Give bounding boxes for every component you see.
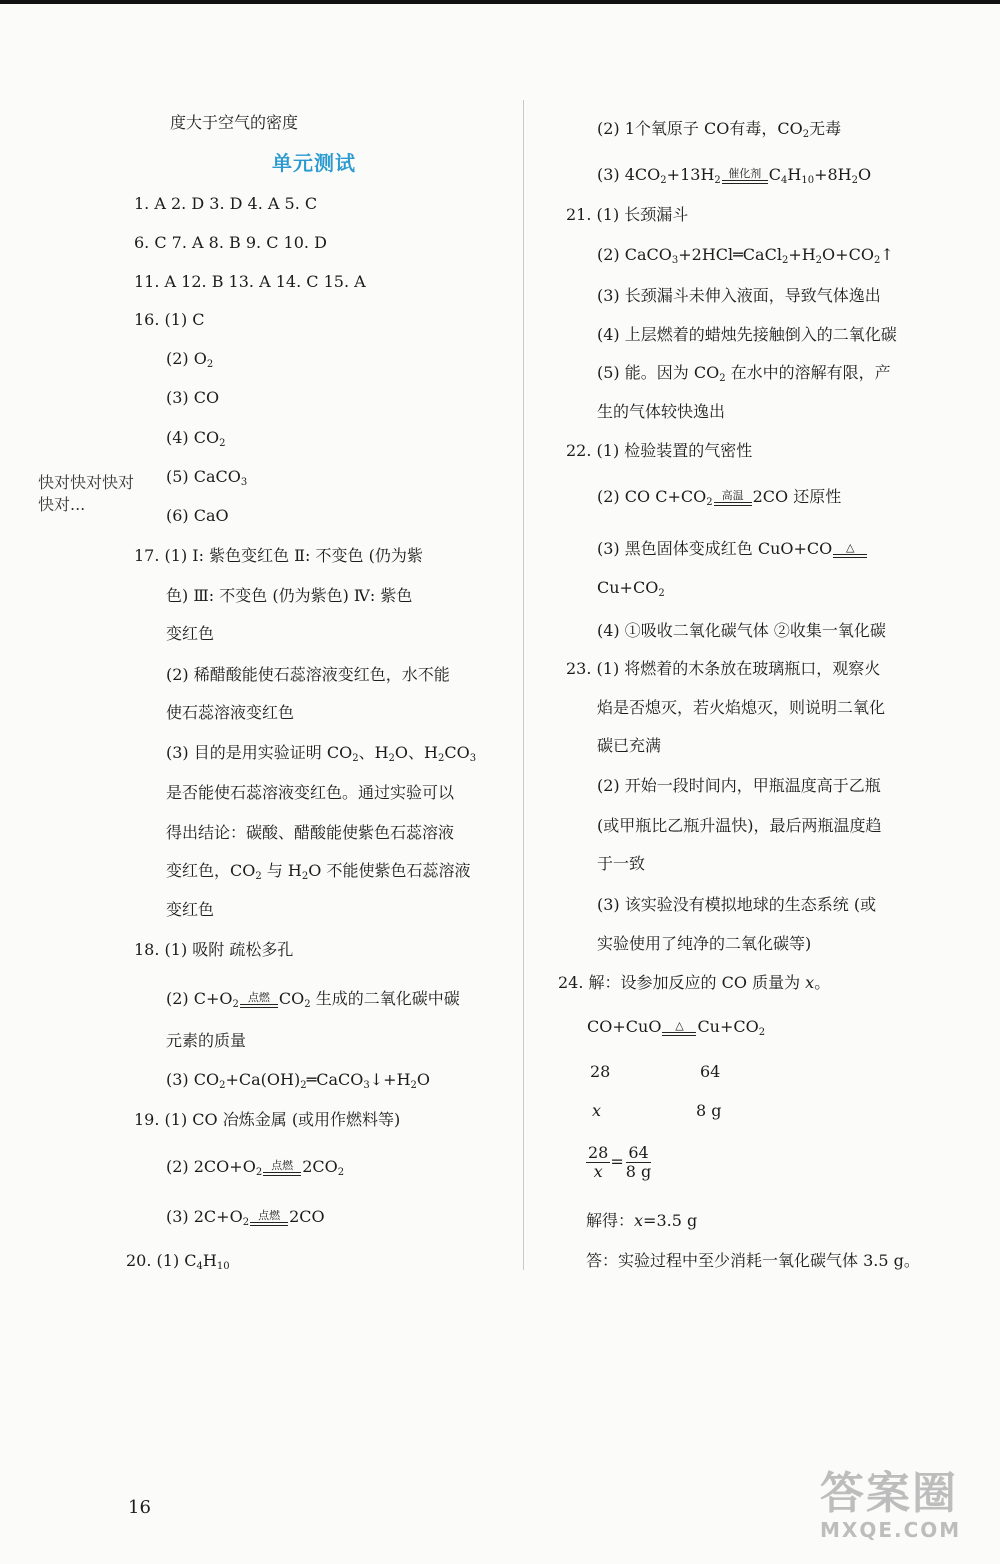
q21-3: (3) 长颈漏斗未伸入液面，导致气体逸出: [597, 286, 881, 305]
intro-line: 度大于空气的密度: [170, 113, 299, 132]
q24-molar-mass-co: 28: [590, 1062, 611, 1081]
q23-3b: 实验使用了纯净的二氧化碳等): [597, 934, 812, 953]
mc-answers-1: 1. A 2. D 3. D 4. A 5. C: [134, 194, 318, 213]
section-title: 单元测试: [272, 151, 356, 175]
heat-condition: △: [662, 1020, 696, 1036]
q16-1: 16. (1) C: [134, 310, 205, 329]
q24-solution: 解得：x=3.5 g: [586, 1211, 698, 1230]
q20-1: 20. (1) $C_4H_{10}$: [126, 1251, 230, 1272]
q17-3a: (3) 目的是用实验证明 $CO_2$、$H_2O$、$H_2CO_3$: [166, 743, 477, 764]
q24-molar-mass-cu: 64: [700, 1062, 721, 1081]
q24-unknown: x: [592, 1101, 602, 1120]
mc-answers-3: 11. A 12. B 13. A 14. C 15. A: [134, 272, 366, 291]
ignite-condition: 点燃: [240, 992, 278, 1008]
q19-3: (3) $2C+O_2$ 点燃 2CO: [166, 1207, 325, 1228]
q18-2b: 元素的质量: [166, 1031, 247, 1050]
q17-3c: 得出结论：碳酸、醋酸能使紫色石蕊溶液: [166, 823, 455, 842]
q23-2a: (2) 开始一段时间内，甲瓶温度高于乙瓶: [597, 776, 881, 795]
q16-4: (4) $CO_2$: [166, 428, 226, 449]
q17-3b: 是否能使石蕊溶液变红色。通过实验可以: [166, 783, 455, 802]
q21-5a: (5) 能。因为 $CO_2$ 在水中的溶解有限，产: [597, 363, 891, 384]
q16-3: (3) CO: [166, 388, 220, 407]
q17-2b: 使石蕊溶液变红色: [166, 703, 295, 722]
q17-3d: 变红色，$CO_2$ 与 $H_2O$ 不能使紫色石蕊溶液: [166, 861, 471, 882]
catalyst-condition: 催化剂: [722, 168, 768, 184]
q21-5b: 生的气体较快逸出: [597, 402, 726, 421]
watermark-logo: 答案圈 MXQE.COM: [820, 1468, 962, 1542]
q22-1: 22. (1) 检验装置的气密性: [566, 441, 753, 460]
q22-4: (4) ①吸收二氧化碳气体 ②收集一氧化碳: [597, 621, 886, 640]
side-decoration: 快对快对快对 快对...: [38, 473, 135, 514]
q23-2c: 于一致: [597, 854, 646, 873]
q21-1: 21. (1) 长颈漏斗: [566, 205, 689, 224]
top-border: [0, 0, 1000, 4]
q24-header: 24. 解：设参加反应的 CO 质量为 x。: [558, 973, 831, 992]
q18-2a: (2) $C+O_2$ 点燃 $CO_2$ 生成的二氧化碳中碳: [166, 989, 460, 1010]
q18-3: (3) $CO_2+Ca(OH)_2═CaCO_3↓+H_2O$: [166, 1070, 431, 1091]
q24-known-mass: 8 g: [696, 1101, 722, 1120]
q19-2: (2) $2CO+O_2$ 点燃 $2CO_2$: [166, 1157, 345, 1178]
column-divider: [523, 100, 524, 1270]
q16-5: (5) CaCO$_3$: [166, 467, 248, 488]
q21-4: (4) 上层燃着的蜡烛先接触倒入的二氧化碳: [597, 325, 897, 344]
mc-answers-2: 6. C 7. A 8. B 9. C 10. D: [134, 233, 327, 252]
q22-3a: (3) 黑色固体变成红色 CuO+CO △: [597, 538, 868, 560]
q21-2: (2) $CaCO_3+2HCl═CaCl_2+H_2O+CO_2↑$: [597, 245, 894, 266]
q17-1c: 变红色: [166, 624, 215, 643]
q23-1b: 焰是否熄灭，若火焰熄灭，则说明二氧化: [597, 698, 886, 717]
q23-2b: (或甲瓶比乙瓶升温快)，最后两瓶温度趋: [597, 816, 882, 835]
q17-2a: (2) 稀醋酸能使石蕊溶液变红色，水不能: [166, 665, 450, 684]
q20-3: (3) $4CO_2+13H_2$ 催化剂 $C_4H_{10}+8H_2O$: [597, 165, 872, 186]
ignite-condition: 点燃: [250, 1210, 288, 1226]
q20-2: (2) 1个氧原子 CO有毒，$CO_2$无毒: [597, 119, 842, 140]
q17-1b: 色) Ⅲ: 不变色 (仍为紫色) Ⅳ: 紫色: [166, 586, 413, 605]
q16-2: (2) $O_2$: [166, 349, 214, 370]
q23-1a: 23. (1) 将燃着的木条放在玻璃瓶口，观察火: [566, 659, 881, 678]
q17-3e: 变红色: [166, 900, 215, 919]
heat-condition: △: [833, 542, 867, 558]
q24-proportion: $\frac{28}{x}$ = $\frac{64}{8 g}$: [588, 1143, 652, 1181]
ignite-condition: 点燃: [263, 1160, 301, 1176]
q22-3b: $Cu+CO_2$: [597, 578, 665, 599]
q24-answer: 答：实验过程中至少消耗一氧化碳气体 3.5 g。: [586, 1251, 920, 1270]
q16-6: (6) CaO: [166, 506, 229, 525]
page-number: 16: [128, 1497, 151, 1518]
q23-1c: 碳已充满: [597, 736, 662, 755]
q18-1: 18. (1) 吸附 疏松多孔: [134, 940, 294, 959]
q17-1a: 17. (1) Ⅰ: 紫色变红色 Ⅱ: 不变色 (仍为紫: [134, 546, 423, 565]
q19-1: 19. (1) CO 冶炼金属 (或用作燃料等): [134, 1110, 401, 1129]
high-temp-condition: 高温: [714, 490, 752, 506]
q24-equation: CO+CuO △ $Cu+CO_2$: [587, 1017, 766, 1038]
q23-3a: (3) 该实验没有模拟地球的生态系统 (或: [597, 895, 877, 914]
q22-2: (2) CO $C+CO_2$ 高温 2CO 还原性: [597, 487, 842, 508]
